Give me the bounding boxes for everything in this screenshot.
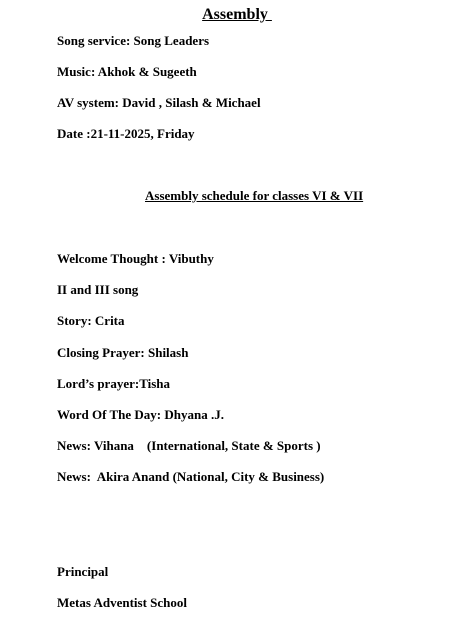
schedule-item-story: Story: Crita (57, 313, 125, 328)
schedule-item-closing-prayer: Closing Prayer: Shilash (57, 345, 189, 360)
schedule-heading: Assembly schedule for classes VI & VII (145, 188, 364, 203)
signature-title: Principal (57, 564, 109, 579)
document-title-text: Assembly (202, 6, 272, 23)
schedule-item-song: II and III song (57, 282, 139, 297)
schedule-item-word-of-the-day: Word Of The Day: Dhyana .J. (57, 407, 224, 422)
music-line: Music: Akhok & Sugeeth (57, 64, 197, 79)
school-name: Metas Adventist School (57, 595, 187, 610)
schedule-item-welcome-thought: Welcome Thought : Vibuthy (57, 251, 214, 266)
document-title (0, 5, 474, 25)
schedule-item-news-national: News: Akira Anand (National, City & Business) (57, 469, 325, 484)
schedule-item-news-international: News: Vihana (International, State & Sports ) (57, 438, 321, 453)
song-service-line: Song service: Song Leaders (57, 33, 210, 48)
av-system-line: AV system: David , Silash & Michael (57, 95, 261, 110)
date-line: Date :21-11-2025, Friday (57, 126, 195, 141)
schedule-item-lords-prayer: Lord’s prayer:Tisha (57, 376, 171, 391)
